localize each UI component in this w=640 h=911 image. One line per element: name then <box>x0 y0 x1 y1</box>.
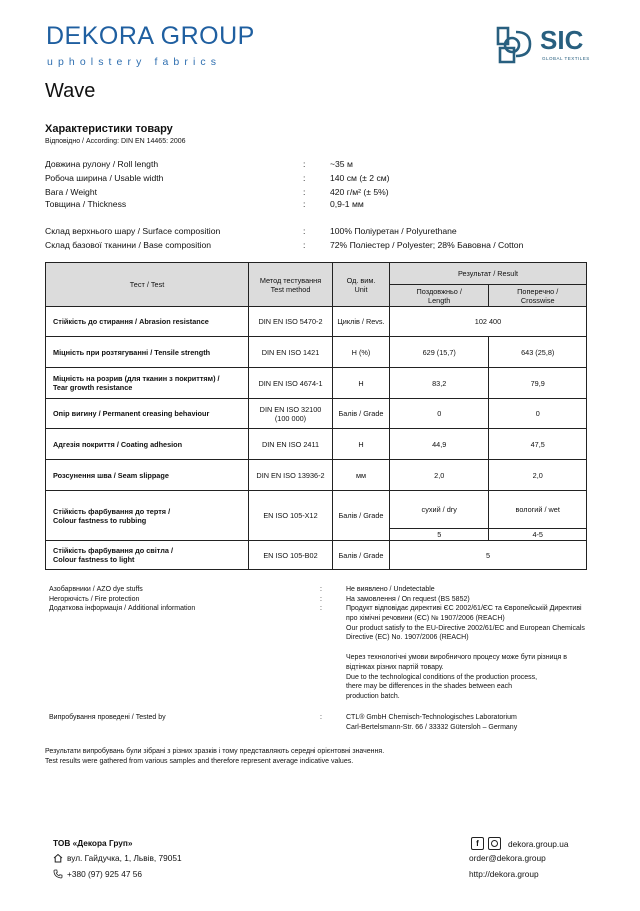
spec-value: 72% Поліестер / Polyester; 28% Бавовна / Cotton <box>330 240 524 250</box>
test-method: EN ISO 105-X12 <box>249 491 333 541</box>
test-name: Стійкість фарбування до світла / Colour fastness to light <box>46 541 249 570</box>
header-test: Тест / Test <box>46 263 249 307</box>
test-method: DIN EN ISO 5470-2 <box>249 307 333 337</box>
footer-phone-row <box>53 869 142 879</box>
result-crosswise: 0 <box>489 399 587 429</box>
product-name: Wave <box>45 80 96 102</box>
test-name: Міцність при розтягуванні / Tensile strength <box>46 337 249 368</box>
info-label: Азобарвники / AZO dye stuffs <box>49 586 143 593</box>
info-colon: : <box>320 714 322 721</box>
info-value: Не виявлено / Undetectable <box>346 586 435 593</box>
test-name: Міцність на розрив (для тканин з покриттям) / Tear growth resistance <box>46 368 249 399</box>
test-method: DIN EN ISO 2411 <box>249 429 333 460</box>
test-name: Стійкість до стирання / Abrasion resistance <box>46 307 249 337</box>
test-unit: Н (%) <box>333 337 390 368</box>
section-title: Характеристики товару <box>45 123 173 135</box>
spec-label: Робоча ширина / Usable width <box>45 173 164 183</box>
spec-colon: : <box>303 240 306 250</box>
spec-value: 420 г/м² (± 5%) <box>330 187 389 197</box>
test-name: Стійкість фарбування до тертя / Colour fastness to rubbing <box>46 491 249 541</box>
result-value: 102 400 <box>390 307 587 337</box>
spec-label: Склад базової тканини / Base composition <box>45 240 212 250</box>
home-icon <box>53 853 63 863</box>
footer-social-link[interactable]: dekora.group.ua <box>508 838 569 849</box>
spec-colon: : <box>303 173 306 183</box>
result-crosswise: 47,5 <box>489 429 587 460</box>
result-length-label: сухий / dry <box>390 491 489 529</box>
table-row <box>46 368 587 399</box>
spec-value: 140 см (± 2 см) <box>330 173 390 183</box>
test-method: EN ISO 105-B02 <box>249 541 333 570</box>
phone-icon <box>53 869 63 879</box>
info-value: Продукт відповідає директиві ЄС 2002/61/ЄС та Європейській Директиві про хімічні речовини (ЄС) № 1907/2006 (REACH) Our product satisfy to the EU-Directive 2002/61/EC and European Chemicals Directive (EC) No. 1907/2006 (REACH) Через технологічні умови виробничого процесу може бути різниця в відтінках різних партій товару. Due to the technological conditions of the production process, there may be differences in the shades between each production batch. <box>346 605 585 701</box>
result-crosswise: 4-5 <box>489 529 587 541</box>
instagram-icon[interactable] <box>488 837 501 850</box>
header-length: Поздовжньо / Length <box>390 285 489 307</box>
result-crosswise: 79,9 <box>489 368 587 399</box>
note-ukrainian: Результати випробувань були зібрані з різних зразків і тому представляють середні орієнтовні значення. <box>45 748 385 755</box>
test-unit: Н <box>333 429 390 460</box>
footer-company: ТОВ «Декора Груп» <box>53 838 133 848</box>
brand-logo-text: DEKORA GROUP <box>46 22 255 50</box>
header-crosswise: Поперечно / Crosswise <box>489 285 587 307</box>
spec-label: Вага / Weight <box>45 187 97 197</box>
test-unit: Балів / Grade <box>333 399 390 429</box>
spec-value: 0,9-1 мм <box>330 199 364 209</box>
table-row <box>46 541 587 570</box>
facebook-icon[interactable]: f <box>471 837 484 850</box>
spec-colon: : <box>303 187 306 197</box>
table-row <box>46 429 587 460</box>
info-label: Випробування проведені / Tested by <box>49 714 166 721</box>
test-results-table <box>45 262 587 570</box>
partner-logo-subtitle: GLOBAL TEXTILES <box>542 56 590 61</box>
spec-colon: : <box>303 159 306 169</box>
note-english: Test results were gathered from various samples and therefore represent average indicative values. <box>45 758 354 765</box>
footer-address: вул. Гайдучка, 1, Львів, 79051 <box>67 853 182 863</box>
section-subtitle: Відповідно / According: DIN EN 14465: 2006 <box>45 138 186 145</box>
info-label: Негорючість / Fire protection <box>49 596 140 603</box>
partner-logo-text: SIC <box>540 25 584 55</box>
spec-colon: : <box>303 199 306 209</box>
test-unit: Балів / Grade <box>333 491 390 541</box>
test-method: DIN EN ISO 32100 (100 000) <box>249 399 333 429</box>
result-length: 2,0 <box>390 460 489 491</box>
result-length: 44,9 <box>390 429 489 460</box>
table-row <box>46 491 587 529</box>
info-colon: : <box>320 596 322 603</box>
spec-label: Склад верхнього шару / Surface composition <box>45 226 221 236</box>
table-row <box>46 307 587 337</box>
test-method: DIN EN ISO 13936-2 <box>249 460 333 491</box>
info-value: На замовлення / On request (BS 5852) <box>346 596 470 603</box>
info-value: CTL® GmbH Chemisch-Technologisches Laboratorium Carl-Bertelsmann-Str. 66 / 33332 Gütersloh – Germany <box>346 714 518 731</box>
test-name: Адгезія покриття / Coating adhesion <box>46 429 249 460</box>
spec-value: 100% Поліуретан / Polyurethane <box>330 226 457 236</box>
result-crosswise: 2,0 <box>489 460 587 491</box>
brand-tagline: upholstery fabrics <box>47 56 222 68</box>
test-unit: Балів / Grade <box>333 541 390 570</box>
footer-phone-link[interactable]: +380 (97) 925 47 56 <box>67 869 142 879</box>
header-method: Метод тестування Test method <box>249 263 333 307</box>
result-length: 83,2 <box>390 368 489 399</box>
test-method: DIN EN ISO 1421 <box>249 337 333 368</box>
footer-email-link[interactable]: order@dekora.group <box>469 853 546 863</box>
result-length: 629 (15,7) <box>390 337 489 368</box>
footer-website-link[interactable]: http://dekora.group <box>469 869 539 879</box>
result-length: 0 <box>390 399 489 429</box>
test-method: DIN EN ISO 4674-1 <box>249 368 333 399</box>
table-row <box>46 399 587 429</box>
result-value: 5 <box>390 541 587 570</box>
table-row <box>46 460 587 491</box>
info-colon: : <box>320 605 322 612</box>
header-unit: Од. вим. Unit <box>333 263 390 307</box>
test-unit: Н <box>333 368 390 399</box>
header-result: Результат / Result <box>390 263 587 285</box>
footer-social-row <box>471 837 568 850</box>
spec-colon: : <box>303 226 306 236</box>
test-unit: Циклів / Revs. <box>333 307 390 337</box>
spec-label: Товщина / Thickness <box>45 199 127 209</box>
test-name: Опір вигину / Permanent creasing behaviour <box>46 399 249 429</box>
table-row <box>46 337 587 368</box>
result-length: 5 <box>390 529 489 541</box>
result-crosswise: 643 (25,8) <box>489 337 587 368</box>
spec-label: Довжина рулону / Roll length <box>45 159 159 169</box>
spec-value: ~35 м <box>330 159 353 169</box>
footer-address-row <box>53 853 182 863</box>
sic-logo-icon <box>494 24 534 66</box>
info-colon: : <box>320 586 322 593</box>
result-crosswise-label: вологий / wet <box>489 491 587 529</box>
test-name: Розсунення шва / Seam slippage <box>46 460 249 491</box>
info-label: Додаткова інформація / Additional information <box>49 605 196 612</box>
test-unit: мм <box>333 460 390 491</box>
